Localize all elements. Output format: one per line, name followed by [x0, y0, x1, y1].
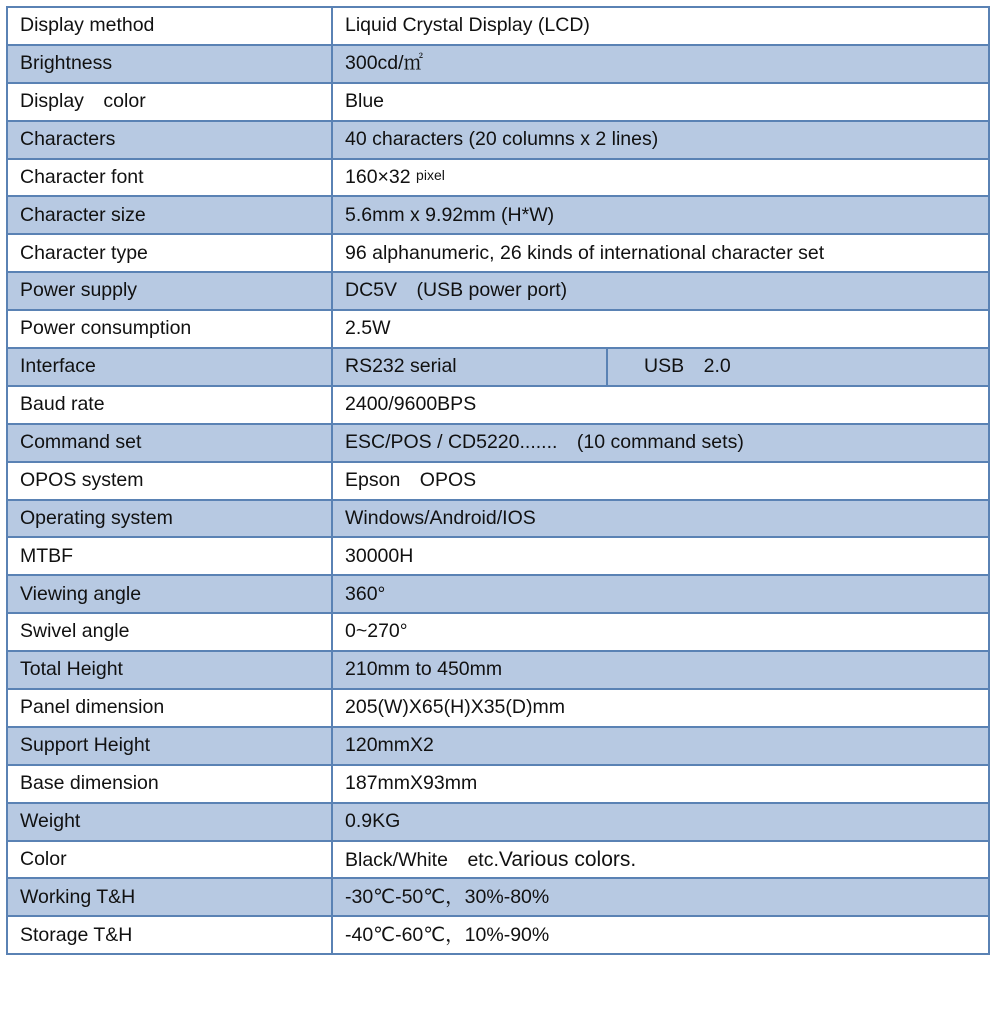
spec-label: Display method: [7, 7, 332, 45]
spec-label: Storage T&H: [7, 916, 332, 954]
spec-value: RS232 serial: [332, 348, 607, 386]
spec-value: -30℃-50℃，30%-80%: [332, 878, 989, 916]
spec-label: Weight: [7, 803, 332, 841]
table-row: [7, 613, 989, 651]
spec-label: Interface: [7, 348, 332, 386]
table-row: [7, 575, 989, 613]
table-row: [7, 159, 989, 197]
spec-label: Support Height: [7, 727, 332, 765]
spec-value: 187mmX93mm: [332, 765, 989, 803]
spec-value: 300cd/㎡: [332, 45, 989, 83]
table-row: [7, 689, 989, 727]
spec-value: ESC/POS / CD5220....... (10 command sets): [332, 424, 989, 462]
spec-label: Display color: [7, 83, 332, 121]
spec-value: [332, 841, 989, 879]
table-row: [7, 765, 989, 803]
spec-value: 2.5W: [332, 310, 989, 348]
spec-label: Command set: [7, 424, 332, 462]
spec-value: 360°: [332, 575, 989, 613]
spec-value: 120mmX2: [332, 727, 989, 765]
table-row: [7, 7, 989, 45]
spec-value: 0.9KG: [332, 803, 989, 841]
table-row: [7, 196, 989, 234]
spec-value: 96 alphanumeric, 26 kinds of international character set: [332, 234, 989, 272]
spec-label: Character type: [7, 234, 332, 272]
table-row: [7, 462, 989, 500]
spec-value-main: 160×32: [345, 165, 411, 188]
table-row: [7, 234, 989, 272]
table-row: [7, 310, 989, 348]
spec-value: 40 characters (20 columns x 2 lines): [332, 121, 989, 159]
spec-value: Windows/Android/IOS: [332, 500, 989, 538]
spec-label: Characters: [7, 121, 332, 159]
spec-label: Power consumption: [7, 310, 332, 348]
spec-label: Operating system: [7, 500, 332, 538]
table-row: [7, 841, 989, 879]
spec-label: Working T&H: [7, 878, 332, 916]
spec-label: Viewing angle: [7, 575, 332, 613]
spec-value-unit: pixel: [416, 166, 445, 183]
table-row: [7, 500, 989, 538]
spec-value: -40℃-60℃，10%-90%: [332, 916, 989, 954]
table-row: [7, 727, 989, 765]
spec-label: Swivel angle: [7, 613, 332, 651]
spec-label: Power supply: [7, 272, 332, 310]
table-row: [7, 537, 989, 575]
spec-label: Baud rate: [7, 386, 332, 424]
table-row: [7, 651, 989, 689]
table-row: [7, 348, 989, 386]
spec-value: 210mm to 450mm: [332, 651, 989, 689]
spec-value-main: Black/White etc.: [345, 848, 499, 871]
table-row: [7, 272, 989, 310]
table-row: [7, 83, 989, 121]
table-row: [7, 803, 989, 841]
spec-value: 5.6mm x 9.92mm (H*W): [332, 196, 989, 234]
spec-value: Blue: [332, 83, 989, 121]
spec-label: Base dimension: [7, 765, 332, 803]
spec-value: 0~270°: [332, 613, 989, 651]
spec-label: MTBF: [7, 537, 332, 575]
spec-label: OPOS system: [7, 462, 332, 500]
table-row: [7, 121, 989, 159]
spec-value: DC5V (USB power port): [332, 272, 989, 310]
spec-value-secondary: USB 2.0: [607, 348, 989, 386]
spec-label: Brightness: [7, 45, 332, 83]
table-row: [7, 424, 989, 462]
spec-label: Character font: [7, 159, 332, 197]
spec-value: Epson OPOS: [332, 462, 989, 500]
spec-value: 2400/9600BPS: [332, 386, 989, 424]
spec-label: Panel dimension: [7, 689, 332, 727]
spec-table: [6, 6, 990, 955]
spec-value: Liquid Crystal Display (LCD): [332, 7, 989, 45]
table-row: [7, 916, 989, 954]
spec-label: Total Height: [7, 651, 332, 689]
table-row: [7, 45, 989, 83]
table-row: [7, 878, 989, 916]
spec-value: 205(W)X65(H)X35(D)mm: [332, 689, 989, 727]
spec-value: [332, 159, 989, 197]
spec-label: Color: [7, 841, 332, 879]
spec-label: Character size: [7, 196, 332, 234]
spec-value-extra: Various colors.: [498, 847, 637, 871]
table-row: [7, 386, 989, 424]
spec-value: 30000H: [332, 537, 989, 575]
